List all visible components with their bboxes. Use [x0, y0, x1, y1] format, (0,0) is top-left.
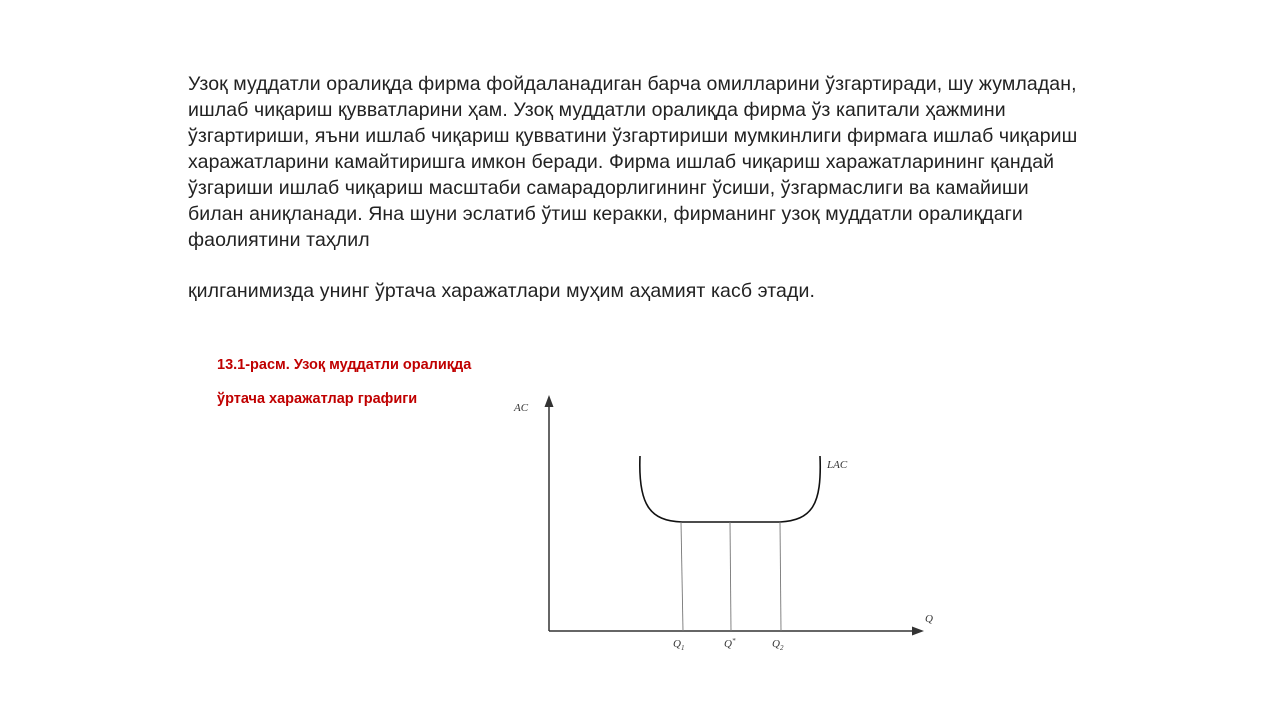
body-paragraph: Узоқ муддатли оралиқда фирма фойдаланадиган барча омилларини ўзгартиради, шу жумладан, ишлаб чиқариш қувватларини ҳам. Узоқ муддатли оралиқда фирма ўз капитали ҳажмини ўзгартириши, яъни ишлаб чиқариш қувватини ўзгартириши мумкинлиги фирмага ишлаб чиқариш харажатларини камайтиришга имкон беради. Фирма ишлаб чиқариш харажатларининг қандай ўзгариши ишлаб чиқариш масштаби самарадорлигининг ўсиши, ўзгармаслиги ва камайиши билан аниқланади. Яна шуни эслатиб ўтиш керакки, фирманинг узоқ муддатли оралиқдаги фаолиятини таҳлил: [188, 73, 1078, 251]
q2-tick-label: $Q_2$: [772, 638, 784, 652]
body-paragraph-continued: қилганимизда унинг ўртача харажатлари муҳим аҳамият касб этади.: [188, 280, 815, 302]
qstar-guide-line: [730, 522, 731, 631]
q1-guide-line: [681, 522, 683, 631]
lac-curve-label: LAC: [827, 459, 848, 471]
qstar-tick-label: Q*: [724, 637, 736, 650]
x-axis-label: Q: [925, 613, 933, 625]
lac-curve: [640, 456, 820, 522]
q2-guide-line: [780, 522, 781, 631]
q1-tick-label: $Q_1$: [673, 638, 685, 652]
y-axis-label: AC: [514, 402, 529, 414]
figure-caption-line-1: 13.1-расм. Узоқ муддатли оралиқда: [217, 357, 472, 373]
figure-caption-line-2: ўртача харажатлар графиги: [217, 391, 418, 407]
